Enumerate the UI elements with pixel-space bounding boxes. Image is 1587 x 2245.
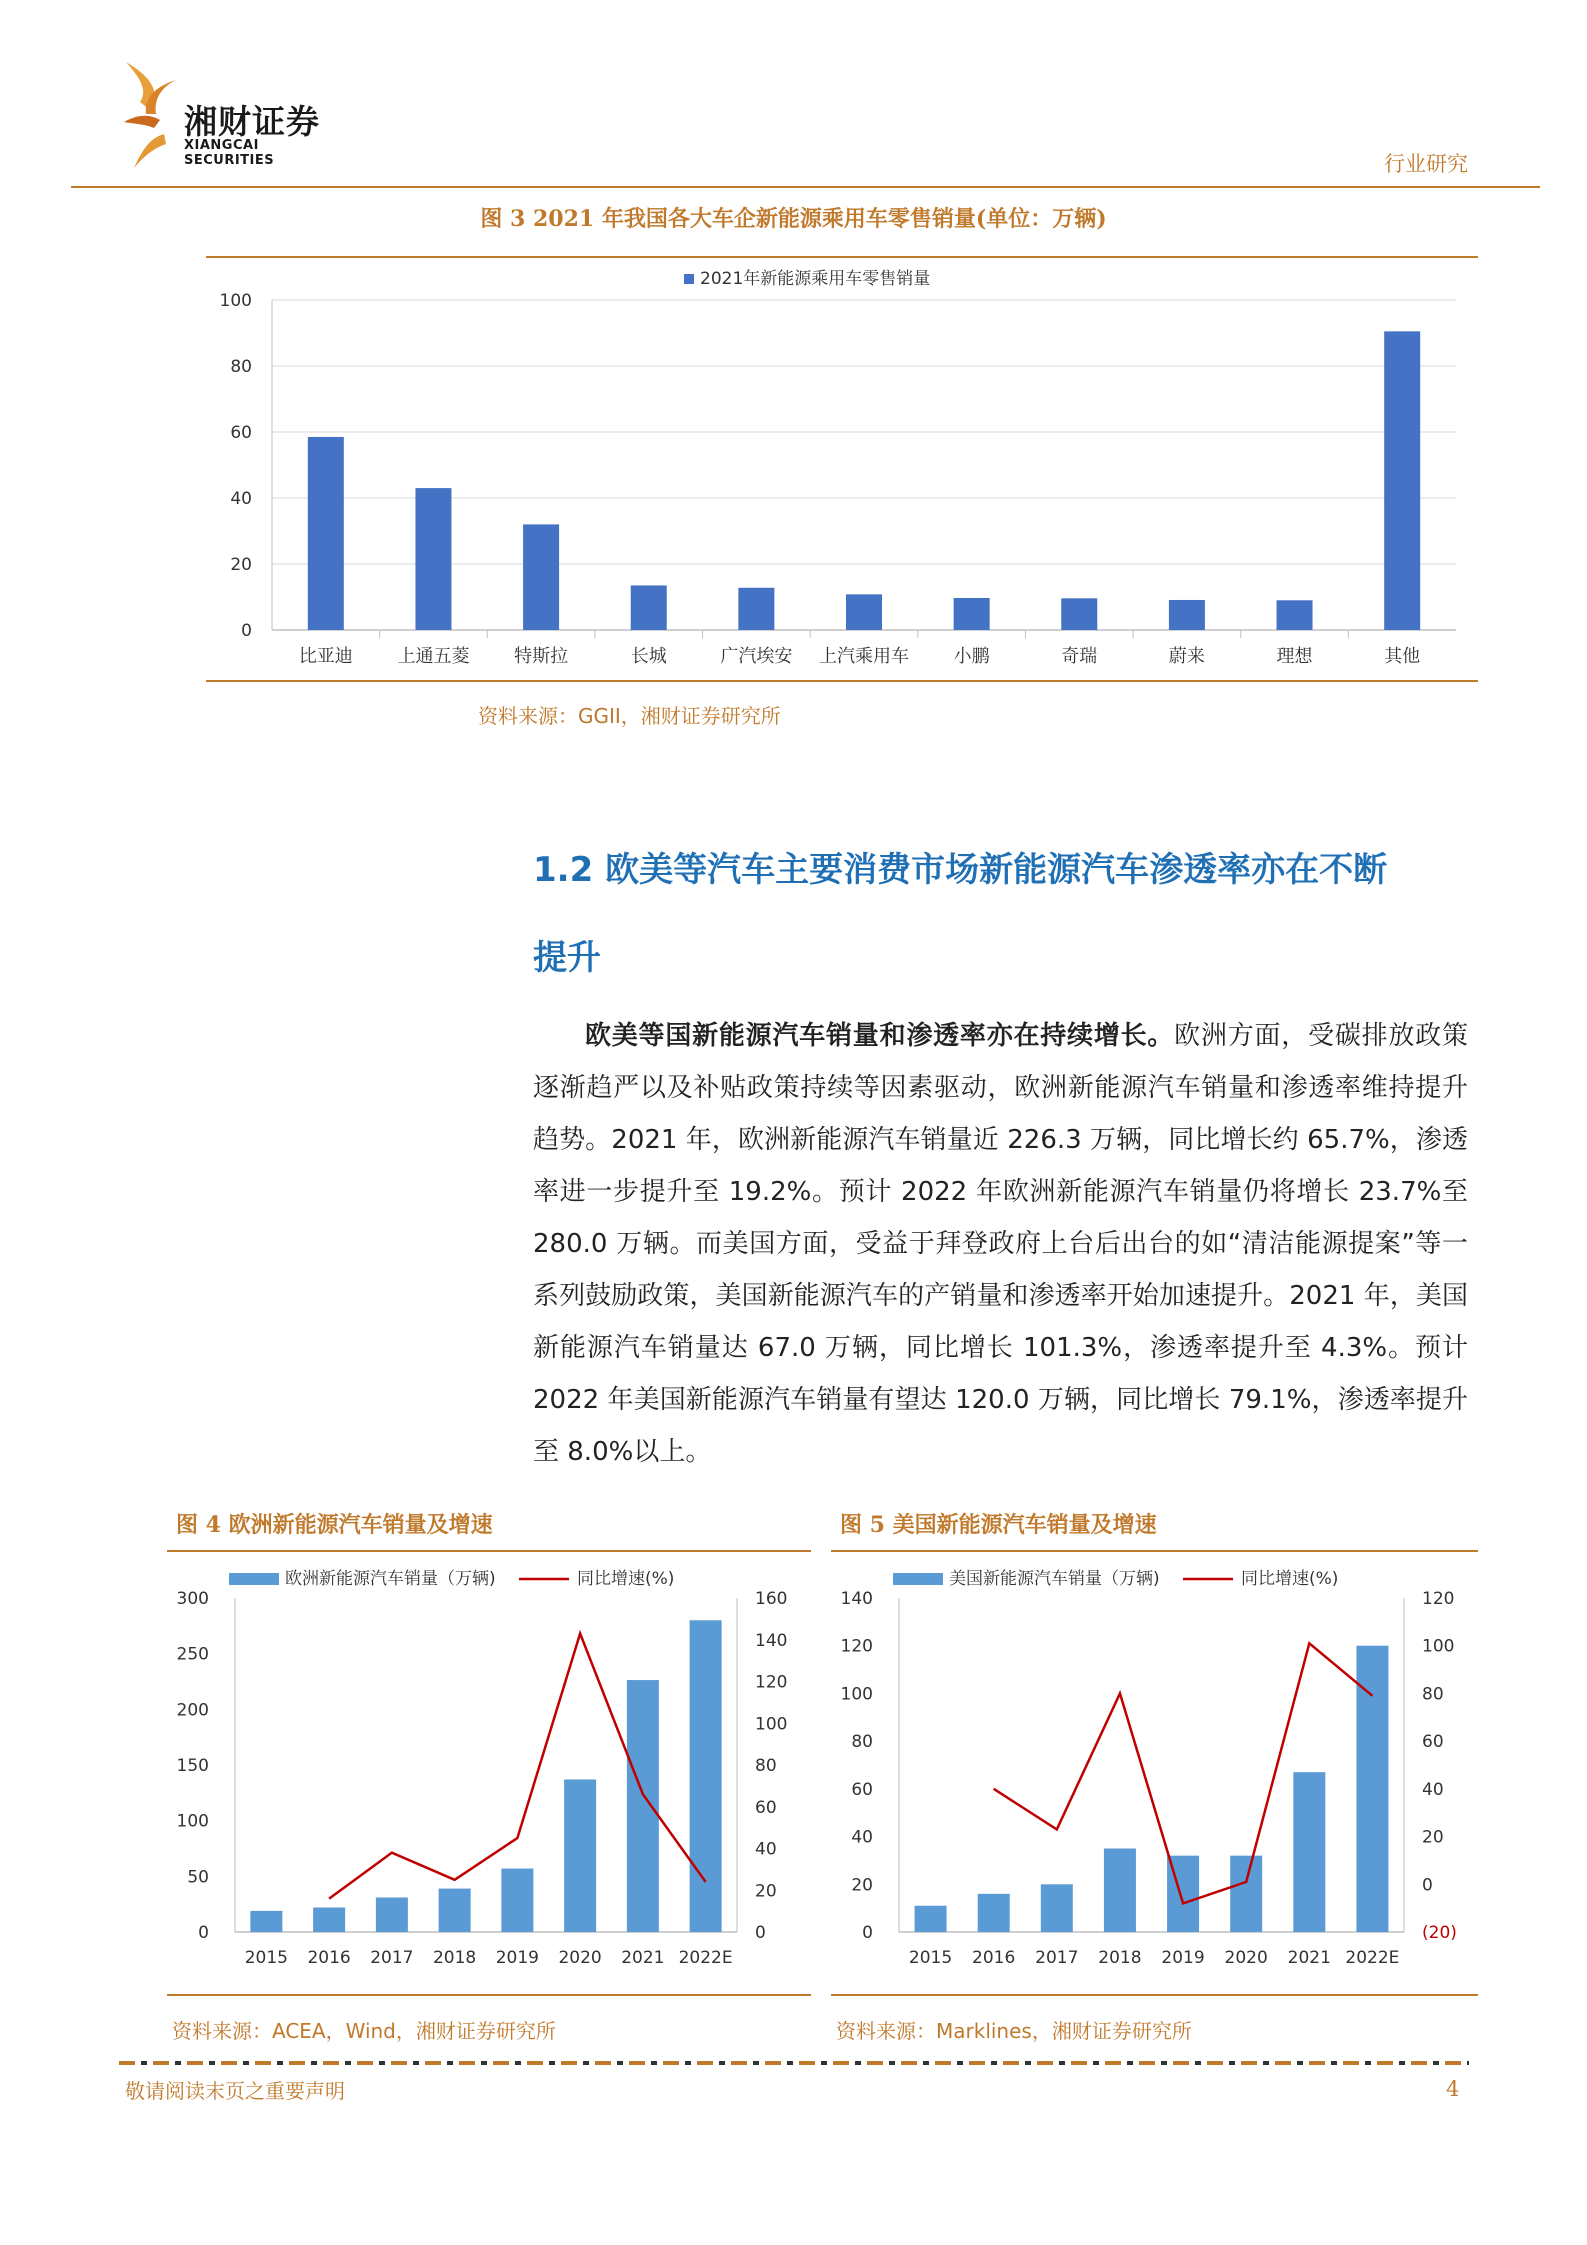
fig3-ytick: 80 xyxy=(230,357,252,377)
fig5-bar xyxy=(1104,1849,1136,1933)
fig3-xtick: 长城 xyxy=(630,646,667,667)
fig4-legend-bar-label: 欧洲新能源汽车销量（万辆) xyxy=(285,1569,496,1589)
fig4-ytick-right: 20 xyxy=(755,1881,777,1902)
fig5-bar xyxy=(1356,1646,1388,1932)
fig3-bar xyxy=(738,588,774,630)
fig3-bar xyxy=(1169,600,1205,630)
footer-disclaimer: 敬请阅读末页之重要声明 xyxy=(125,2079,345,2103)
fig5-ytick-right: 100 xyxy=(1422,1636,1455,1657)
fig4-ytick-left: 150 xyxy=(176,1756,209,1776)
fig4-xtick: 2020 xyxy=(558,1948,602,1968)
fig3-bar xyxy=(523,524,559,630)
fig3-chart xyxy=(206,258,1478,678)
paragraph-body: 欧洲方面，受碳排放政策逐渐趋严以及补贴政策持续等因素驱动，欧洲新能源汽车销量和渗透率维持提升趋势。2021 年，欧洲新能源汽车销量近 226.3 万辆，同比增长约 65.7%，渗透率进一步提升至 19.2%。预计 2022 年欧洲新能源汽车销量仍将增长 23.7%至 280.0 万辆。而美国方面，受益于拜登政府上台后出台的如“清洁能源提案”等一系列鼓励政策，美国新能源汽车的产销量和渗透率开始加速提升。2021 年，美国新能源汽车销量达 67.0 万辆，同比增长 101.3%，渗透率提升至 4.3%。预计 2022 年美国新能源汽车销量有望达 120.0 万辆，同比增长 79.1%，渗透率提升至 8.0%以上。 xyxy=(533,1021,1468,1467)
fig3-bar xyxy=(415,488,451,630)
company-logo xyxy=(120,58,340,178)
fig5-legend-bar-swatch xyxy=(893,1573,943,1585)
fig4-bar xyxy=(627,1680,659,1932)
fig4-ytick-right: 140 xyxy=(755,1630,788,1651)
fig3-xtick: 理想 xyxy=(1276,646,1313,667)
fig5-xtick: 2021 xyxy=(1287,1948,1331,1968)
fig3-bar xyxy=(308,437,344,630)
fig4-ytick-right: 40 xyxy=(755,1839,777,1860)
fig5-xtick: 2019 xyxy=(1161,1948,1205,1968)
fig4-ytick-right: 60 xyxy=(755,1797,777,1818)
fig4-xtick: 2015 xyxy=(244,1948,289,1968)
fig3-xtick: 特斯拉 xyxy=(514,646,569,667)
fig3-ytick: 40 xyxy=(230,489,252,509)
fig5-bar xyxy=(1230,1856,1262,1932)
section-title-line1: 1.2 欧美等汽车主要消费市场新能源汽车渗透率亦在不断 xyxy=(533,850,1388,890)
fig5-xtick: 2018 xyxy=(1098,1948,1142,1968)
fig5-ytick-right: 40 xyxy=(1422,1779,1444,1800)
fig4-bar xyxy=(564,1779,596,1932)
fig4-bar xyxy=(439,1889,471,1932)
fig3-xtick: 上汽乘用车 xyxy=(819,646,909,667)
fig5-ytick-left: 0 xyxy=(862,1923,873,1943)
fig4-xtick: 2018 xyxy=(432,1948,477,1968)
fig5-chart xyxy=(831,1552,1478,1992)
fig5-bottom-rule xyxy=(831,1994,1478,1996)
fig4-xtick: 2019 xyxy=(495,1948,540,1968)
fig4-xtick: 2016 xyxy=(307,1948,351,1968)
fig5-bar xyxy=(1293,1772,1325,1932)
fig4-ytick-left: 100 xyxy=(176,1811,209,1832)
fig3-xtick: 广汽埃安 xyxy=(720,646,793,667)
fig3-xtick: 奇瑞 xyxy=(1061,646,1098,667)
footer-divider xyxy=(119,2061,1469,2065)
section-title xyxy=(533,826,1543,1002)
fig3-bar xyxy=(1277,600,1313,630)
fig3-source: 资料来源：GGII，湘财证券研究所 xyxy=(478,704,781,728)
fig5-ytick-left: 120 xyxy=(840,1636,873,1657)
fig5-xtick: 2020 xyxy=(1224,1948,1268,1968)
section-title-line2: 提升 xyxy=(533,938,601,978)
fig5-legend-bar-label: 美国新能源汽车销量（万辆) xyxy=(949,1569,1160,1589)
fig4-ytick-right: 120 xyxy=(755,1672,788,1693)
fig4-bottom-rule xyxy=(167,1994,811,1996)
fig5-ytick-right: 80 xyxy=(1422,1684,1444,1705)
fig5-ytick-left: 20 xyxy=(851,1875,873,1896)
fig5-ytick-right: 120 xyxy=(1422,1589,1455,1609)
fig5-xtick: 2016 xyxy=(972,1948,1016,1968)
fig5-ytick-left: 100 xyxy=(840,1684,873,1705)
header-divider xyxy=(71,186,1540,188)
fig3-bar xyxy=(1061,598,1097,630)
fig4-ytick-left: 50 xyxy=(187,1867,209,1888)
fig3-xtick: 比亚迪 xyxy=(298,646,353,667)
fig5-xtick: 2015 xyxy=(908,1948,953,1968)
fig3-bar xyxy=(846,594,882,630)
fig4-bar xyxy=(250,1911,282,1932)
fig3-ytick: 20 xyxy=(230,555,252,575)
fig5-ytick-right: 20 xyxy=(1422,1827,1444,1848)
fig3-bottom-rule xyxy=(206,680,1478,682)
fig4-bar xyxy=(376,1897,408,1932)
fig4-ytick-left: 200 xyxy=(176,1700,209,1721)
fig4-source: 资料来源：ACEA，Wind，湘财证券研究所 xyxy=(172,2019,556,2043)
fig5-ytick-left: 40 xyxy=(851,1827,873,1848)
fig3-xtick: 其他 xyxy=(1384,646,1421,667)
fig4-ytick-right: 160 xyxy=(755,1589,788,1609)
fig5-ytick-right: 0 xyxy=(1422,1875,1433,1896)
fig4-bar xyxy=(501,1869,533,1932)
fig3-ytick: 100 xyxy=(219,291,252,311)
fig4-chart xyxy=(167,1552,811,1992)
report-category: 行业研究 xyxy=(1384,152,1468,176)
page-number: 4 xyxy=(1446,2077,1460,2101)
fig3-ytick: 0 xyxy=(241,621,252,641)
fig4-legend-bar-swatch xyxy=(229,1573,279,1585)
fig4-ytick-right: 80 xyxy=(755,1756,777,1776)
brand-name: 湘财证券 xyxy=(184,102,320,141)
fig3-bar xyxy=(954,598,990,630)
fig4-bar xyxy=(690,1620,722,1932)
fig3-bar xyxy=(1384,331,1420,630)
brand-name-en: XIANGCAI SECURITIES xyxy=(184,138,275,168)
fig4-title: 图 4 欧洲新能源汽车销量及增速 xyxy=(176,1512,493,1538)
fig5-xtick: 2017 xyxy=(1035,1948,1079,1968)
fig5-ytick-left: 60 xyxy=(851,1779,873,1800)
fig5-ytick-left: 80 xyxy=(851,1732,873,1753)
fig5-xtick: 2022E xyxy=(1345,1948,1400,1968)
fig5-ytick-right: 60 xyxy=(1422,1732,1444,1753)
fig4-xtick: 2017 xyxy=(370,1948,414,1968)
fig4-legend-line-label: 同比增速(%) xyxy=(577,1569,675,1589)
fig3-xtick: 上通五菱 xyxy=(397,646,470,667)
paragraph-lead: 欧美等国新能源汽车销量和渗透率亦在持续增长。 xyxy=(585,1021,1175,1051)
fig3-title: 图 3 2021 年我国各大车企新能源乘用车零售销量(单位：万辆) xyxy=(480,206,1107,232)
fig3-xtick: 蔚来 xyxy=(1168,646,1205,667)
logo-mark-icon xyxy=(120,58,182,172)
fig5-legend-line-label: 同比增速(%) xyxy=(1241,1569,1339,1589)
fig5-bar xyxy=(978,1894,1010,1932)
fig4-ytick-left: 250 xyxy=(176,1644,209,1665)
body-paragraph xyxy=(533,1010,1468,1478)
fig5-bar xyxy=(915,1906,947,1932)
fig4-xtick: 2022E xyxy=(678,1948,733,1968)
fig4-ytick-left: 300 xyxy=(176,1589,209,1609)
fig4-ytick-left: 0 xyxy=(198,1923,209,1943)
fig3-legend-label: 2021年新能源乘用车零售销量 xyxy=(700,269,931,289)
fig5-bar xyxy=(1041,1884,1073,1932)
fig4-bar xyxy=(313,1908,345,1932)
fig3-ytick: 60 xyxy=(230,423,252,443)
fig5-ytick-left: 140 xyxy=(840,1589,873,1609)
fig3-bar xyxy=(631,585,667,630)
fig3-legend-swatch xyxy=(684,274,694,284)
fig5-source: 资料来源：Marklines，湘财证券研究所 xyxy=(836,2019,1192,2043)
fig4-ytick-right: 100 xyxy=(755,1714,788,1735)
fig4-ytick-right: 0 xyxy=(755,1923,766,1943)
fig5-title: 图 5 美国新能源汽车销量及增速 xyxy=(840,1512,1157,1538)
fig3-xtick: 小鹏 xyxy=(953,646,990,667)
fig5-ytick-right: (20) xyxy=(1422,1923,1457,1943)
fig4-xtick: 2021 xyxy=(621,1948,665,1968)
